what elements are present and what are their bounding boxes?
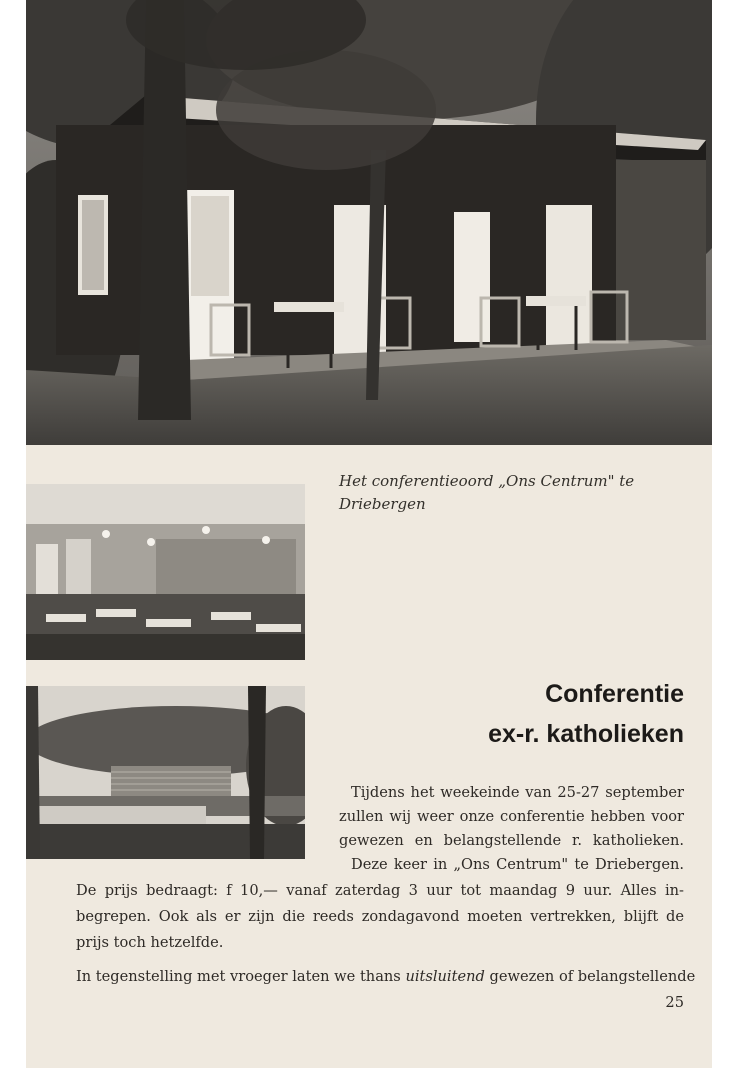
hall-interior-photo: [26, 484, 305, 660]
page-number: 25: [665, 994, 684, 1011]
caption-line: Het conferentieoord „Ons Centrum" te: [339, 472, 635, 490]
body-text: In tegenstelling met vroeger laten we thans: [76, 968, 401, 985]
article-title-line: ex-r. katholieken: [488, 720, 684, 748]
body-line: Tijdens het weekeinde van 25-27 september: [351, 784, 684, 801]
body-line: Deze keer in „Ons Centrum" te Driebergen.: [351, 856, 684, 873]
caption-line: Driebergen: [339, 495, 426, 513]
body-line: gewezen en belangstellende r. katholieken.: [339, 832, 684, 849]
open-air-theatre-photo: [26, 686, 305, 859]
cabin-photo: [26, 0, 712, 445]
body-text: gewezen of belangstellende: [489, 968, 696, 985]
page: [26, 0, 712, 1068]
photo-caption: [339, 470, 684, 516]
article-title-line: Conferentie: [545, 680, 684, 708]
body-line: prijs toch hetzelfde.: [76, 934, 224, 951]
body-line: zullen wij weer onze conferentie hebben voor: [339, 808, 684, 825]
body-line: begrepen. Ook als er zijn die reeds zondagavond moeten vertrekken, blijft de: [76, 908, 684, 925]
body-line: [76, 968, 696, 985]
body-line: De prijs bedraagt: f 10,— vanaf zaterdag 3 uur tot maandag 9 uur. Alles in-: [76, 882, 684, 899]
body-emphasis: uitsluitend: [405, 968, 485, 985]
